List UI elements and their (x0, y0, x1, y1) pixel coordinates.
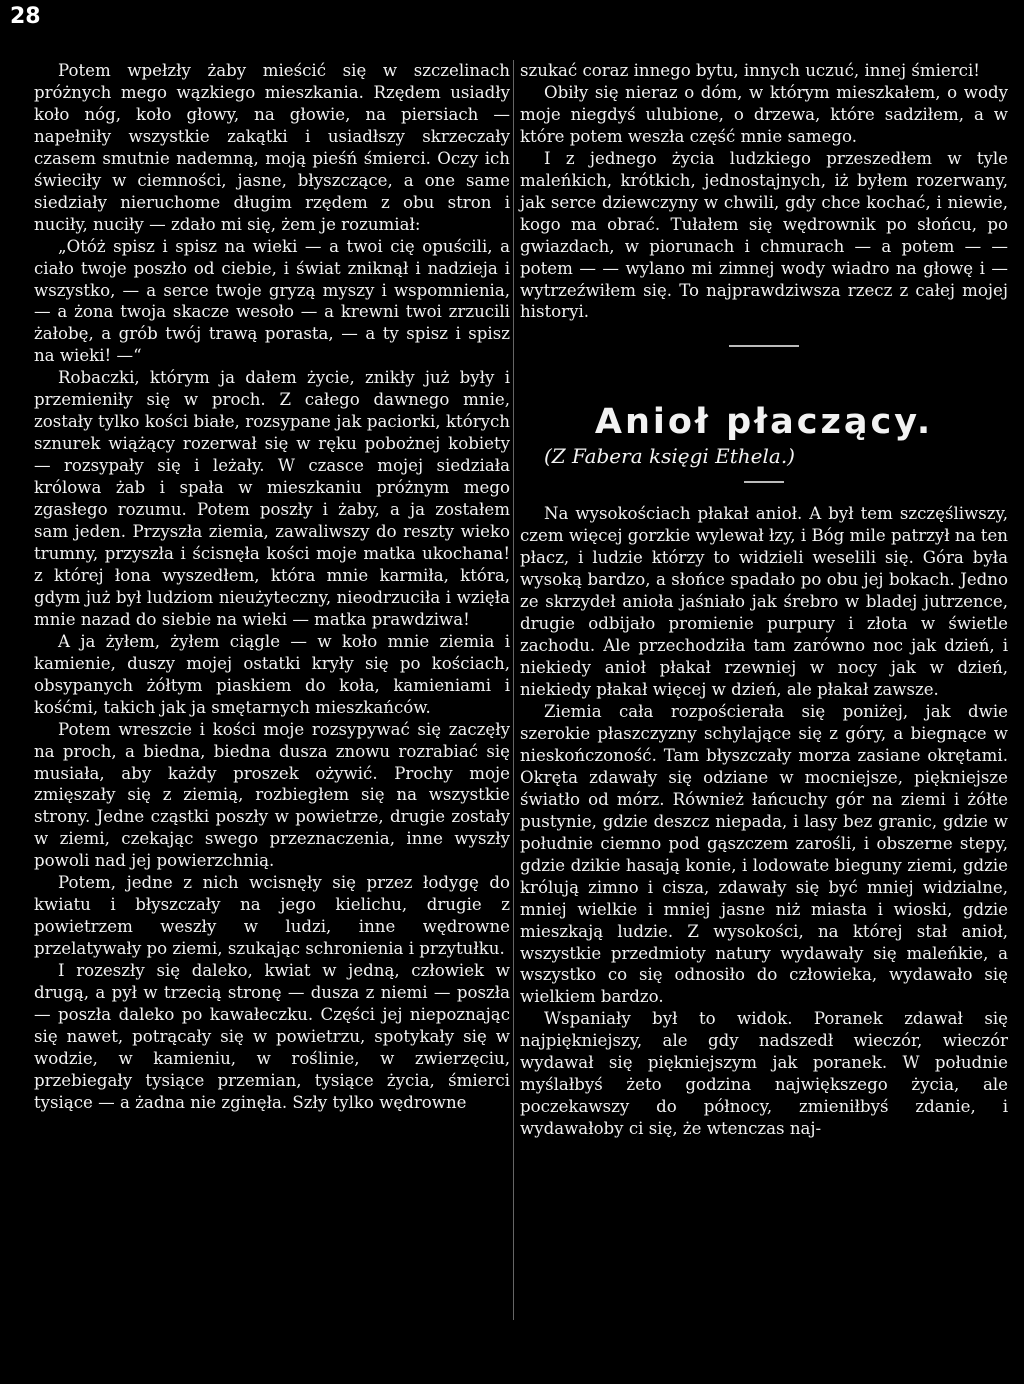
paragraph: A ja żyłem, żyłem ciągle — w koło mnie ziemia i kamienie, duszy mojej ostatki kryły się po kościach, obsypanych żółtym piaskiem do koła, kamieniami i kośćmi, takich jak ja smętarnych mieszkańców. (34, 631, 510, 717)
section-subtitle: (Z Fabera księgi Ethela.) (544, 444, 795, 469)
right-column (520, 60, 1008, 1140)
paragraph: Na wysokościach płakał anioł. A był tem szczęśliwszy, czem więcej gorzkie wylewał łzy, i Bóg mile patrzył na ten płacz, i ludzie którzy to widzieli weselili się. Góra była wysoką bardzo, a słońce spadało po obu jej bokach. Jedno ze skrzydeł anioła jaśniało jak śrebro w bladej jutrzence, drugie odbijało promienie purpury i złota w świetle zachodu. Ale przechodziła tam zarówno noc jak dzień, i niekiedy anioł płakał rzewniej w nocy jak w dzień, niekiedy płakał więcej w dzień, ale płakał zawsze. (520, 504, 1008, 700)
paragraph: Potem, jedne z nich wcisnęły się przez łodygę do kwiatu i błyszczały na jego kielichu, drugie z powietrzem weszły w ludzi, inne wędrowne przelatywały po ziemi, szukając schronienia i przytułku. (34, 873, 510, 959)
paragraph: Potem wreszcie i kości moje rozsypywać się zaczęły na proch, a biedna, biedna dusza znowu rozrabiać się musiała, aby każdy proszek ożywić. Prochy moje zmięszały się z ziemią, rozbiegłem się na wszystkie strony. Jedne cząstki poszły w powietrze, drugie zostały w ziemi, czekając swego przeznaczenia, inne wyszły powoli nad jej powierzchnią. (34, 719, 510, 871)
paragraph: I rozeszły się daleko, kwiat w jedną, człowiek w drugą, a pył w trzecią stronę — dusza z niemi — poszła — poszła daleko po kawałeczku. Części jej niepoznając się nawet, potrącały się w powietrzu, spotykały się w wodzie, w kamieniu, w roślinie, w zwierzęciu, przebiegały tysiące przemian, tysiące życia, śmierci tysiące — a żadna nie zginęła. Szły tylko wędrowne (34, 961, 510, 1112)
paragraph: „Otóż spisz i spisz na wieki — a twoi cię opuścili, a ciało twoje poszło od ciebie, i świat zniknął i nadzieja i wszystko, — a serce twoje gryzą myszy i wspomnienia, — a żona twoja skacze wesoło — a krewni twoi zrzucili żałobę, a grób twój trawą porasta, — a ty spisz i spisz na wieki! —“ (34, 236, 510, 366)
paragraph: szukać coraz innego bytu, innych uczuć, innej śmierci! (520, 61, 980, 80)
paragraph: Wspaniały był to widok. Poranek zdawał się najpiękniejszy, ale gdy nadszedł wieczór, wieczór wydawał się piękniejszym jak poranek. W południe myślałbyś żeto godzina największego życia, ale poczekawszy do północy, zmieniłbyś zdanie, i wydawałoby ci się, że wtenczas naj- (520, 1009, 1008, 1139)
paragraph: Potem wpełzły żaby mieścić się w szczelinach próżnych mego wązkiego mieszkania. Rzędem usiadły koło nóg, koło głowy, na głowie, na piersiach — napełniły wszystkie zakątki i usiadłszy skrzeczały czasem smutnie nademną, moją pieśń śmierci. Oczy ich świeciły w ciemności, jasne, błyszczące, a one same siedziały nieruchome długim rzędem z obu stron i nuciły, nuciły — zdało mi się, żem je rozumiał: (34, 61, 510, 234)
subtitle-rule (744, 481, 784, 483)
page-number: 28 (10, 4, 41, 29)
paragraph: I z jednego życia ludzkiego przeszedłem w tyle maleńkich, krótkich, jednostajnych, iż byłem rozerwany, jak serce dziewczyny w chwili, gdy chce kochać, i niewie, kogo ma obrać. Tułałem się wędrownik po słońcu, po gwiazdach, w piorunach i chmurach — a potem — — potem — — wylano mi zimnej wody wiadro na głowę i — wytrzeźwiłem się. To najprawdziwsza rzecz z całej mojej historyi. (520, 148, 1008, 322)
section-title: Anioł płaczący. (594, 402, 934, 443)
left-column (34, 60, 510, 1114)
column-divider (513, 60, 514, 1320)
paragraph: Robaczki, którym ja dałem życie, znikły już były i przemieniły się w proch. Z całego dawnego mnie, zostały tylko kości białe, rozsypane jak paciorki, których sznurek wiążący rozerwał się w ręku pobożnej kobiety — rozsypały się i leżały. W czasce mojej siedziała królowa żab i spała w mieszkaniu próżnym mego zgasłego rozumu. Potem poszły i żaby, a ja zostałem sam jeden. Przyszła ziemia, zawaliwszy do reszty wieko trumny, przyszła i ścisnęła kości moje matka ukochana! z której łona wyszedłem, która mnie karmiła, która, gdym już był ludziom nieużyteczny, nieodrzuciła i wzięła mnie nazad do siebie na wieki — matka prawdziwa! (34, 368, 510, 629)
paragraph: Ziemia cała rozpościerała się poniżej, jak dwie szerokie płaszczyzny schylające się z góry, a biegnące w nieskończoność. Tam błyszczały morza zasiane okrętami. Okręta zdawały się odziane w mocniejsze, piękniejsze światło od mórz. Również łańcuchy gór na ziemi i żółte pustynie, gdzie deszcz niepada, i lasy bez granic, gdzie w południe ciemno pod gąszczem zarośli, i obszerne stepy, gdzie dzikie hasają konie, i lodowate bieguny ziemi, gdzie królują zimno i cisza, zdawały się być mniej widzialne, mniej wielkie i mniej jasne niż miasta i wioski, gdzie mieszkają ludzie. Z wysokości, na której stał anioł, wszystkie przedmioty natury wydawały się maleńkie, a wszystko co się odnosiło do człowieka, wydawało się wielkiem bardzo. (520, 702, 1008, 1007)
section-separator (729, 345, 799, 347)
paragraph: Obiły się nieraz o dóm, w którym mieszkałem, o wody moje niegdyś ulubione, o drzewa, które sadziłem, a w które potem weszła część mnie samego. (520, 82, 1008, 146)
